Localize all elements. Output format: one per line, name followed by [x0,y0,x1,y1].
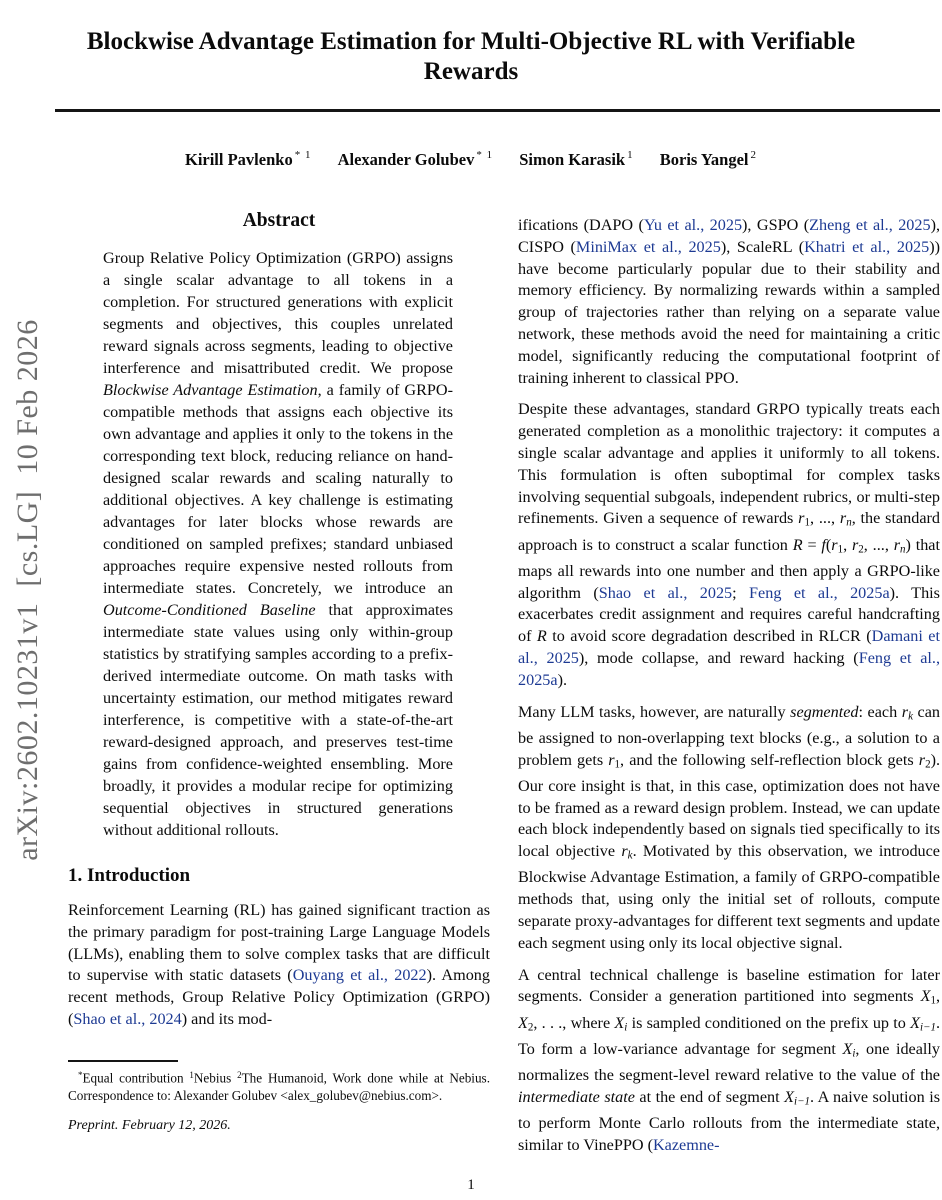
citation-link[interactable]: Zheng et al., 2025 [809,216,931,234]
author-name: Alexander Golubev [337,150,475,169]
right-column [518,205,940,1160]
citation-link[interactable]: MiniMax et al., 2025 [575,237,721,256]
footnote-text: *Equal contribution $^1$Nebius $^2$The Humanoid, Work done while at Nebius. Correspondence to: Alexander Golubev <alex_golubev@nebius.com>. [68,1069,490,1103]
footnote-block [68,1060,490,1134]
preprint-note: Preprint. February 12, 2026. [68,1118,231,1134]
paper-title: Blockwise Advantage Estimation for Multi-Objective RL with Verifiable Rewards [86,28,856,85]
body-paragraph: ifications (DAPO (Yu et al., 2025), GSPO (Zheng et al., 2025), CISPO (MiniMax et al., 2025), ScaleRL (Khatri et al., 2025)) have become particularly popular due to their stability and memory efficiency. By normalizing rewards within a sampled group of trajectories rather than relying on a separate value network, these methods avoid the need for maintaining a critic model, significantly reducing the computational footprint of training inherent to classical PPO. [518,216,940,387]
authors-line [0,149,942,170]
citation-link[interactable]: Shao et al., 2024 [73,1009,182,1028]
author [338,149,494,170]
citation-link[interactable]: Yu et al., 2025 [643,216,743,234]
author [185,149,311,170]
author-name: Simon Karasik [519,150,626,169]
footnote-rule [68,1060,178,1062]
page-number: 1 [467,1177,475,1193]
author-superscript: 2 [750,149,758,161]
author [660,149,757,170]
body-paragraph: A central technical challenge is baseline estimation for later segments. Consider a generation partitioned into segments $X_1$, $X_2$, . . ., where $X_i$ is sampled conditioned on the prefix up to $X_{i-1}$. To form a low-variance advantage for segment $X_i$, one ideally normalizes the segment-level reward relative to the value of the intermediate state at the end of segment $X_{i-1}$. A naive solution is to perform Monte Carlo rollouts from the intermediate state, similar to VinePPO (Kazemne- [518,965,940,1154]
citation-link[interactable]: Damani et al., 2025 [518,627,940,667]
author-name: Boris Yangel [659,150,749,169]
body-paragraph: Despite these advantages, standard GRPO typically treats each generated completion as a monolithic trajectory: it computes a single scalar advantage and applies it uniformly to all tokens. This formulation is often suboptimal for complex tasks involving sequential subgoals, independent rubrics, or multi-step refinements. Given a sequence of rewards $r_1$, ..., $r_n$, the standard approach is to construct a scalar function $R = f(r_1$, $r_2$, ..., $r_n$) that maps all rewards into one number and then apply a GRPO-like algorithm (Shao et al., 2025; Feng et al., 2025a). This exacerbates credit assignment and requires careful handcrafting of R to avoid score degradation described in RLCR (Damani et al., 2025), mode collapse, and reward hacking (Feng et al., 2025a). [518,400,940,689]
left-column [68,205,490,1160]
author-superscript: * 1 [294,149,312,161]
arxiv-stamp: arXiv:2602.10231v1 [cs.LG] 10 Feb 2026 [11,319,44,861]
citation-link[interactable]: Shao et al., 2025 [598,583,733,602]
body-paragraph: Many LLM tasks, however, are naturally segmented: each $r_k$ can be assigned to non-overlapping text blocks (e.g., a solution to a problem gets $r_1$, and the following self-reflection block gets $r_2$). Our core insight is that, in this case, optimization does not have to be framed as a reward design problem. Instead, we can update each block independently based on signals tied specifically to its local objective $r_k$. Motivated by this observation, we introduce Blockwise Advantage Estimation, a family of GRPO-compatible methods that, using only the initial set of rollouts, compute separate proxy-advantages for different text segments and update each segment using only its local objective signal. [518,702,940,952]
section-heading-introduction: 1. Introduction [68,865,191,886]
two-column-body [68,205,940,1160]
author-superscript: 1 [627,149,634,161]
citation-link[interactable]: Khatri et al., 2025 [804,237,930,256]
author-superscript: * 1 [476,149,494,161]
citation-link[interactable]: Feng et al., 2025a [749,583,890,602]
intro-paragraph: Reinforcement Learning (RL) has gained significant traction as the primary paradigm for post-training Large Language Models (LLMs), enabling them to solve complex tasks that are difficult to supervise with static datasets (Ouyang et al., 2022). Among recent methods, Group Relative Policy Optimization (GRPO) (Shao et al., 2024) and its mod- [68,901,490,1028]
citation-link[interactable]: Feng et al., 2025a [518,648,940,689]
abstract-text: Group Relative Policy Optimization (GRPO) assigns a single scalar advantage to all tokens in a completion. For structured generations with explicit segments and objectives, this couples unrelated reward signals across segments, leading to objective interference and misattributed credit. We propose Blockwise Advantage Estimation, a family of GRPO-compatible methods that assigns each objective its own advantage and applies it only to the tokens in the corresponding text block, reducing reliance on hand-designed scalar rewards and scaling naturally to additional objectives. A key challenge is estimating advantages for later blocks whose rewards are conditioned on sampled prefixes; standard unbiased approaches require expensive nested rollouts from intermediate states. Concretely, we introduce an Outcome-Conditioned Baseline that approximates intermediate state values using only within-group statistics by stratifying samples according to a prefix-derived intermediate outcome. On math tasks with uncertainty estimation, our method mitigates reward interference, is competitive with a state-of-the-art reward-designed approach, and preserves test-time gains from confidence-weighted ensembling. More broadly, it provides a modular recipe for optimizing sequential objectives in structured generations without additional rollouts. [103,249,453,839]
title-rule [55,109,940,112]
author [519,149,633,170]
author-name: Kirill Pavlenko [184,150,293,169]
citation-link[interactable]: Ouyang et al., 2022 [292,966,427,985]
abstract-heading: Abstract [242,210,316,231]
citation-link[interactable]: Kazemne- [652,1135,720,1154]
